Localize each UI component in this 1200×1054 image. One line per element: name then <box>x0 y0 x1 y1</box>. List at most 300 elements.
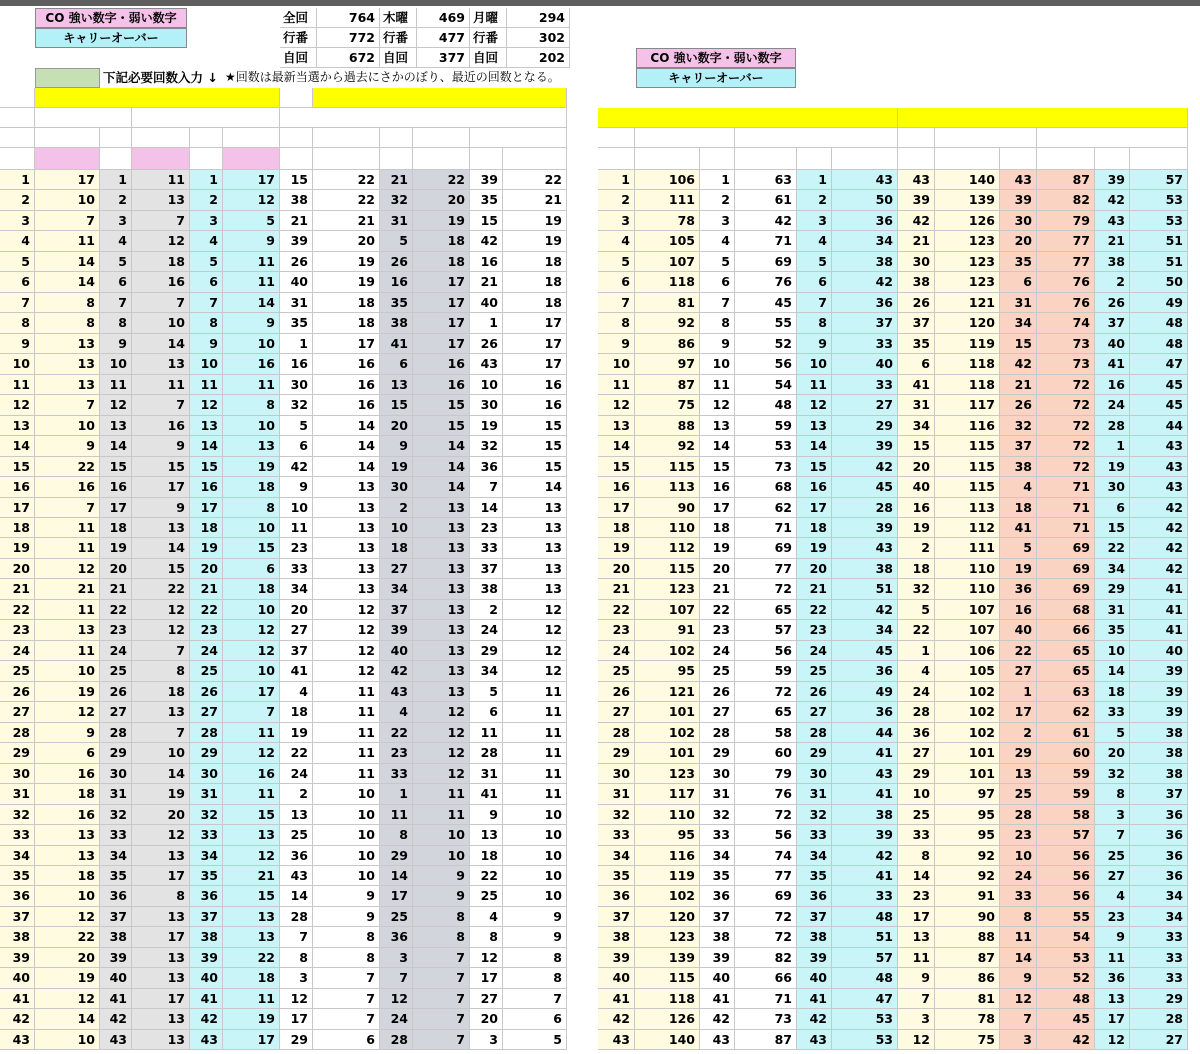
count-cell[interactable]: 10 <box>223 600 280 620</box>
count-cell[interactable]: 111 <box>635 190 700 211</box>
ball-number-cell[interactable]: 10 <box>0 354 35 375</box>
ball-number-cell[interactable]: 14 <box>280 886 313 907</box>
count-cell[interactable]: 73 <box>1037 334 1095 354</box>
count-cell[interactable]: 33 <box>832 334 898 354</box>
count-cell[interactable]: 6 <box>223 559 280 579</box>
ball-number-cell[interactable]: 3 <box>700 211 735 231</box>
ball-number-cell[interactable]: 15 <box>1000 334 1037 354</box>
ball-number-cell[interactable]: 3 <box>898 1009 935 1030</box>
ball-number-cell[interactable]: 31 <box>100 784 132 805</box>
ball-number-cell[interactable]: 25 <box>190 661 223 682</box>
ball-number-cell[interactable]: 17 <box>380 886 413 907</box>
count-cell[interactable]: 13 <box>223 927 280 948</box>
ball-number-cell[interactable]: 10 <box>700 354 735 375</box>
ball-number-cell[interactable]: 4 <box>190 231 223 252</box>
ball-number-cell[interactable]: 14 <box>598 436 635 457</box>
count-cell[interactable]: 15 <box>503 457 567 477</box>
ball-number-cell[interactable]: 10 <box>1000 846 1037 866</box>
count-cell[interactable]: 102 <box>635 886 700 907</box>
ball-number-cell[interactable]: 40 <box>598 968 635 989</box>
ball-number-cell[interactable]: 27 <box>797 702 832 723</box>
count-cell[interactable]: 17 <box>132 927 190 948</box>
ball-number-cell[interactable]: 24 <box>380 1009 413 1030</box>
ball-number-cell[interactable]: 2 <box>598 190 635 211</box>
ball-number-cell[interactable]: 28 <box>100 723 132 743</box>
count-cell[interactable]: 8 <box>35 293 100 313</box>
ball-number-cell[interactable]: 31 <box>190 784 223 805</box>
count-cell[interactable]: 11 <box>503 723 567 743</box>
count-cell[interactable]: 8 <box>313 948 380 968</box>
ball-number-cell[interactable]: 22 <box>1095 538 1130 559</box>
count-cell[interactable]: 105 <box>635 231 700 252</box>
count-cell[interactable]: 13 <box>313 498 380 518</box>
ball-number-cell[interactable]: 2 <box>190 190 223 211</box>
count-cell[interactable]: 7 <box>132 293 190 313</box>
ball-number-cell[interactable]: 5 <box>1095 723 1130 743</box>
count-cell[interactable]: 7 <box>413 1030 470 1050</box>
count-cell[interactable]: 22 <box>313 170 380 190</box>
count-cell[interactable]: 56 <box>735 825 797 846</box>
count-cell[interactable]: 92 <box>635 313 700 334</box>
ball-number-cell[interactable]: 12 <box>598 395 635 416</box>
ball-number-cell[interactable]: 15 <box>190 457 223 477</box>
ball-number-cell[interactable]: 37 <box>470 559 503 579</box>
ball-number-cell[interactable]: 7 <box>470 477 503 498</box>
ball-number-cell[interactable]: 27 <box>190 702 223 723</box>
ball-number-cell[interactable]: 17 <box>470 968 503 989</box>
ball-number-cell[interactable]: 3 <box>280 968 313 989</box>
count-cell[interactable]: 13 <box>223 825 280 846</box>
count-cell[interactable]: 69 <box>735 886 797 907</box>
ball-number-cell[interactable]: 34 <box>700 846 735 866</box>
count-cell[interactable]: 17 <box>132 989 190 1009</box>
count-cell[interactable]: 102 <box>935 702 1000 723</box>
count-cell[interactable]: 10 <box>223 334 280 354</box>
ball-number-cell[interactable]: 5 <box>598 252 635 272</box>
count-cell[interactable]: 44 <box>832 723 898 743</box>
count-cell[interactable]: 77 <box>735 866 797 886</box>
ball-number-cell[interactable]: 15 <box>470 211 503 231</box>
count-cell[interactable]: 43 <box>1130 436 1188 457</box>
count-cell[interactable]: 20 <box>413 190 470 211</box>
ball-number-cell[interactable]: 1 <box>470 313 503 334</box>
count-cell[interactable]: 14 <box>413 457 470 477</box>
ball-number-cell[interactable]: 14 <box>1000 948 1037 968</box>
count-cell[interactable]: 27 <box>832 395 898 416</box>
ball-number-cell[interactable]: 23 <box>1000 825 1037 846</box>
ball-number-cell[interactable]: 9 <box>797 334 832 354</box>
ball-number-cell[interactable]: 9 <box>1000 968 1037 989</box>
ball-number-cell[interactable]: 6 <box>470 702 503 723</box>
ball-number-cell[interactable]: 19 <box>0 538 35 559</box>
ball-number-cell[interactable]: 5 <box>380 231 413 252</box>
ball-number-cell[interactable]: 16 <box>797 477 832 498</box>
count-cell[interactable]: 13 <box>503 538 567 559</box>
ball-number-cell[interactable]: 42 <box>380 661 413 682</box>
ball-number-cell[interactable]: 3 <box>190 211 223 231</box>
count-cell[interactable]: 119 <box>935 334 1000 354</box>
count-cell[interactable]: 45 <box>832 477 898 498</box>
count-cell[interactable]: 95 <box>635 825 700 846</box>
ball-number-cell[interactable]: 35 <box>0 866 35 886</box>
count-cell[interactable]: 47 <box>1130 354 1188 375</box>
count-cell[interactable]: 11 <box>35 600 100 620</box>
count-cell[interactable]: 42 <box>832 600 898 620</box>
ball-number-cell[interactable]: 11 <box>380 805 413 825</box>
ball-number-cell[interactable]: 9 <box>190 334 223 354</box>
ball-number-cell[interactable]: 2 <box>797 190 832 211</box>
count-cell[interactable]: 39 <box>1130 682 1188 702</box>
count-cell[interactable]: 16 <box>313 354 380 375</box>
ball-number-cell[interactable]: 43 <box>797 1030 832 1050</box>
count-cell[interactable]: 79 <box>735 764 797 784</box>
ball-number-cell[interactable]: 39 <box>280 231 313 252</box>
ball-number-cell[interactable]: 31 <box>0 784 35 805</box>
count-cell[interactable]: 13 <box>223 907 280 927</box>
count-cell[interactable]: 10 <box>503 846 567 866</box>
ball-number-cell[interactable]: 30 <box>190 764 223 784</box>
count-cell[interactable]: 10 <box>223 416 280 436</box>
count-cell[interactable]: 48 <box>735 395 797 416</box>
ball-number-cell[interactable]: 7 <box>1000 1009 1037 1030</box>
count-cell[interactable]: 62 <box>735 498 797 518</box>
ball-number-cell[interactable]: 7 <box>797 293 832 313</box>
ball-number-cell[interactable]: 26 <box>280 252 313 272</box>
count-cell[interactable]: 123 <box>635 764 700 784</box>
ball-number-cell[interactable]: 26 <box>1000 395 1037 416</box>
ball-number-cell[interactable]: 22 <box>470 866 503 886</box>
count-cell[interactable]: 16 <box>503 375 567 395</box>
count-cell[interactable]: 110 <box>635 518 700 538</box>
count-cell[interactable]: 15 <box>413 416 470 436</box>
count-cell[interactable]: 13 <box>35 354 100 375</box>
count-cell[interactable]: 20 <box>35 948 100 968</box>
count-cell[interactable]: 7 <box>132 211 190 231</box>
ball-number-cell[interactable]: 37 <box>797 907 832 927</box>
count-cell[interactable]: 14 <box>313 416 380 436</box>
ball-number-cell[interactable]: 36 <box>470 457 503 477</box>
ball-number-cell[interactable]: 35 <box>1095 620 1130 641</box>
count-cell[interactable]: 19 <box>35 968 100 989</box>
ball-number-cell[interactable]: 39 <box>797 948 832 968</box>
ball-number-cell[interactable]: 30 <box>0 764 35 784</box>
count-cell[interactable]: 12 <box>503 600 567 620</box>
count-cell[interactable]: 92 <box>635 436 700 457</box>
ball-number-cell[interactable]: 38 <box>380 313 413 334</box>
count-cell[interactable]: 65 <box>1037 661 1095 682</box>
count-cell[interactable]: 16 <box>223 354 280 375</box>
ball-number-cell[interactable]: 32 <box>470 436 503 457</box>
count-cell[interactable]: 71 <box>1037 477 1095 498</box>
ball-number-cell[interactable]: 16 <box>280 354 313 375</box>
count-cell[interactable]: 18 <box>132 252 190 272</box>
count-cell[interactable]: 71 <box>735 518 797 538</box>
count-cell[interactable]: 7 <box>313 1009 380 1030</box>
ball-number-cell[interactable]: 17 <box>1095 1009 1130 1030</box>
count-cell[interactable]: 13 <box>503 559 567 579</box>
count-cell[interactable]: 39 <box>1130 702 1188 723</box>
ball-number-cell[interactable]: 6 <box>898 354 935 375</box>
ball-number-cell[interactable]: 9 <box>380 436 413 457</box>
ball-number-cell[interactable]: 19 <box>1095 457 1130 477</box>
ball-number-cell[interactable]: 27 <box>0 702 35 723</box>
count-cell[interactable]: 17 <box>413 293 470 313</box>
count-cell[interactable]: 41 <box>832 866 898 886</box>
count-cell[interactable]: 33 <box>832 886 898 907</box>
count-cell[interactable]: 10 <box>413 825 470 846</box>
count-cell[interactable]: 18 <box>313 293 380 313</box>
ball-number-cell[interactable]: 23 <box>700 620 735 641</box>
count-cell[interactable]: 16 <box>413 375 470 395</box>
count-cell[interactable]: 12 <box>132 620 190 641</box>
ball-number-cell[interactable]: 32 <box>280 395 313 416</box>
count-cell[interactable]: 39 <box>832 518 898 538</box>
count-cell[interactable]: 36 <box>832 293 898 313</box>
count-cell[interactable]: 73 <box>1037 354 1095 375</box>
count-cell[interactable]: 10 <box>313 825 380 846</box>
ball-number-cell[interactable]: 31 <box>700 784 735 805</box>
ball-number-cell[interactable]: 33 <box>470 538 503 559</box>
ball-number-cell[interactable]: 25 <box>898 805 935 825</box>
count-cell[interactable]: 13 <box>35 825 100 846</box>
count-cell[interactable]: 8 <box>223 498 280 518</box>
count-cell[interactable]: 13 <box>132 518 190 538</box>
ball-number-cell[interactable]: 30 <box>1000 211 1037 231</box>
ball-number-cell[interactable]: 13 <box>797 416 832 436</box>
ball-number-cell[interactable]: 20 <box>1095 743 1130 764</box>
count-cell[interactable]: 77 <box>1037 252 1095 272</box>
count-cell[interactable]: 121 <box>635 682 700 702</box>
count-cell[interactable]: 69 <box>1037 559 1095 579</box>
ball-number-cell[interactable]: 26 <box>898 293 935 313</box>
ball-number-cell[interactable]: 6 <box>797 272 832 293</box>
ball-number-cell[interactable]: 25 <box>1095 846 1130 866</box>
ball-number-cell[interactable]: 23 <box>598 620 635 641</box>
count-cell[interactable]: 10 <box>413 846 470 866</box>
ball-number-cell[interactable]: 16 <box>598 477 635 498</box>
count-cell[interactable]: 72 <box>1037 416 1095 436</box>
count-cell[interactable]: 72 <box>735 682 797 702</box>
count-cell[interactable]: 139 <box>935 190 1000 211</box>
count-cell[interactable]: 44 <box>1130 416 1188 436</box>
count-cell[interactable]: 41 <box>1130 600 1188 620</box>
count-cell[interactable]: 13 <box>313 559 380 579</box>
ball-number-cell[interactable]: 25 <box>1000 784 1037 805</box>
count-cell[interactable]: 97 <box>935 784 1000 805</box>
ball-number-cell[interactable]: 14 <box>1095 661 1130 682</box>
count-cell[interactable]: 72 <box>735 805 797 825</box>
ball-number-cell[interactable]: 5 <box>470 682 503 702</box>
count-cell[interactable]: 42 <box>1130 538 1188 559</box>
count-cell[interactable]: 69 <box>735 252 797 272</box>
ball-number-cell[interactable]: 41 <box>470 784 503 805</box>
ball-number-cell[interactable]: 27 <box>700 702 735 723</box>
ball-number-cell[interactable]: 18 <box>0 518 35 538</box>
count-cell[interactable]: 10 <box>503 825 567 846</box>
count-cell[interactable]: 12 <box>413 702 470 723</box>
count-cell[interactable]: 42 <box>1130 518 1188 538</box>
count-cell[interactable]: 16 <box>132 272 190 293</box>
ball-number-cell[interactable]: 14 <box>0 436 35 457</box>
count-cell[interactable]: 77 <box>735 559 797 579</box>
mon-total-input[interactable] <box>223 148 280 170</box>
count-cell[interactable]: 38 <box>832 805 898 825</box>
count-cell[interactable]: 97 <box>635 354 700 375</box>
count-cell[interactable]: 65 <box>735 702 797 723</box>
count-cell[interactable]: 107 <box>935 620 1000 641</box>
ball-number-cell[interactable]: 17 <box>0 498 35 518</box>
count-cell[interactable]: 34 <box>1130 886 1188 907</box>
count-cell[interactable]: 13 <box>413 661 470 682</box>
ball-number-cell[interactable]: 11 <box>0 375 35 395</box>
count-cell[interactable]: 43 <box>832 764 898 784</box>
count-cell[interactable]: 45 <box>1130 375 1188 395</box>
ball-number-cell[interactable]: 20 <box>1000 231 1037 252</box>
count-cell[interactable]: 76 <box>1037 272 1095 293</box>
count-cell[interactable]: 101 <box>635 702 700 723</box>
ball-number-cell[interactable]: 8 <box>598 313 635 334</box>
count-cell[interactable]: 12 <box>132 825 190 846</box>
count-cell[interactable]: 40 <box>1130 641 1188 661</box>
ball-number-cell[interactable]: 16 <box>100 477 132 498</box>
count-cell[interactable]: 17 <box>503 313 567 334</box>
ball-number-cell[interactable]: 21 <box>598 579 635 600</box>
count-cell[interactable]: 28 <box>832 498 898 518</box>
ball-number-cell[interactable]: 39 <box>380 620 413 641</box>
count-cell[interactable]: 102 <box>635 723 700 743</box>
count-cell[interactable]: 11 <box>413 805 470 825</box>
ball-number-cell[interactable]: 32 <box>898 579 935 600</box>
count-cell[interactable]: 13 <box>413 641 470 661</box>
ball-number-cell[interactable]: 15 <box>280 170 313 190</box>
count-cell[interactable]: 118 <box>635 989 700 1009</box>
count-cell[interactable]: 41 <box>1130 620 1188 641</box>
ball-number-cell[interactable]: 21 <box>280 211 313 231</box>
ball-number-cell[interactable]: 37 <box>190 907 223 927</box>
count-cell[interactable]: 17 <box>413 272 470 293</box>
count-cell[interactable]: 14 <box>35 252 100 272</box>
ball-number-cell[interactable]: 13 <box>470 825 503 846</box>
count-cell[interactable]: 92 <box>935 846 1000 866</box>
count-cell[interactable]: 10 <box>503 805 567 825</box>
ball-number-cell[interactable]: 42 <box>100 1009 132 1030</box>
ball-number-cell[interactable]: 5 <box>898 600 935 620</box>
count-cell[interactable]: 5 <box>223 211 280 231</box>
ball-number-cell[interactable]: 27 <box>380 559 413 579</box>
ball-number-cell[interactable]: 8 <box>470 927 503 948</box>
ball-number-cell[interactable]: 30 <box>898 252 935 272</box>
ball-number-cell[interactable]: 31 <box>1000 293 1037 313</box>
count-cell[interactable]: 19 <box>413 211 470 231</box>
count-cell[interactable]: 45 <box>735 293 797 313</box>
ball-number-cell[interactable]: 2 <box>898 538 935 559</box>
count-cell[interactable]: 71 <box>735 231 797 252</box>
count-cell[interactable]: 56 <box>1037 866 1095 886</box>
count-cell[interactable]: 69 <box>1037 579 1095 600</box>
count-cell[interactable]: 10 <box>35 1030 100 1050</box>
count-cell[interactable]: 16 <box>35 477 100 498</box>
ball-number-cell[interactable]: 35 <box>700 866 735 886</box>
ball-number-cell[interactable]: 28 <box>1095 416 1130 436</box>
count-cell[interactable]: 17 <box>503 334 567 354</box>
ball-number-cell[interactable]: 33 <box>190 825 223 846</box>
ball-number-cell[interactable]: 10 <box>100 354 132 375</box>
ball-number-cell[interactable]: 8 <box>0 313 35 334</box>
count-cell[interactable]: 52 <box>1037 968 1095 989</box>
ball-number-cell[interactable]: 35 <box>190 866 223 886</box>
ball-number-cell[interactable]: 7 <box>898 989 935 1009</box>
ball-number-cell[interactable]: 2 <box>380 498 413 518</box>
ball-number-cell[interactable]: 5 <box>190 252 223 272</box>
count-cell[interactable]: 101 <box>935 764 1000 784</box>
count-cell[interactable]: 22 <box>313 190 380 211</box>
ball-number-cell[interactable]: 13 <box>1000 764 1037 784</box>
count-cell[interactable]: 11 <box>413 784 470 805</box>
ball-number-cell[interactable]: 25 <box>797 661 832 682</box>
count-cell[interactable]: 13 <box>503 498 567 518</box>
count-cell[interactable]: 22 <box>223 948 280 968</box>
ball-number-cell[interactable]: 11 <box>898 948 935 968</box>
ball-number-cell[interactable]: 17 <box>700 498 735 518</box>
ball-number-cell[interactable]: 30 <box>280 375 313 395</box>
required-count-input-cell[interactable] <box>35 68 100 88</box>
ball-number-cell[interactable]: 9 <box>0 334 35 354</box>
count-cell[interactable]: 10 <box>313 784 380 805</box>
count-cell[interactable]: 38 <box>1130 723 1188 743</box>
ball-number-cell[interactable]: 20 <box>0 559 35 579</box>
ball-number-cell[interactable]: 8 <box>380 825 413 846</box>
ball-number-cell[interactable]: 2 <box>470 600 503 620</box>
count-cell[interactable]: 18 <box>503 293 567 313</box>
count-cell[interactable]: 42 <box>832 457 898 477</box>
ball-number-cell[interactable]: 11 <box>598 375 635 395</box>
ball-number-cell[interactable]: 40 <box>280 272 313 293</box>
ball-number-cell[interactable]: 28 <box>898 702 935 723</box>
count-cell[interactable]: 72 <box>1037 457 1095 477</box>
ball-number-cell[interactable]: 38 <box>797 927 832 948</box>
ball-number-cell[interactable]: 12 <box>0 395 35 416</box>
ball-number-cell[interactable]: 15 <box>100 457 132 477</box>
count-cell[interactable]: 13 <box>132 190 190 211</box>
count-cell[interactable]: 14 <box>503 477 567 498</box>
ball-number-cell[interactable]: 9 <box>700 334 735 354</box>
count-cell[interactable]: 14 <box>132 764 190 784</box>
count-cell[interactable]: 65 <box>1037 641 1095 661</box>
count-cell[interactable]: 8 <box>223 395 280 416</box>
ball-number-cell[interactable]: 10 <box>380 518 413 538</box>
ball-number-cell[interactable]: 6 <box>100 272 132 293</box>
ball-number-cell[interactable]: 39 <box>1095 170 1130 190</box>
count-cell[interactable]: 11 <box>132 375 190 395</box>
ball-number-cell[interactable]: 25 <box>700 661 735 682</box>
ball-number-cell[interactable]: 5 <box>100 252 132 272</box>
ball-number-cell[interactable]: 43 <box>280 866 313 886</box>
count-cell[interactable]: 18 <box>35 784 100 805</box>
ball-number-cell[interactable]: 20 <box>380 416 413 436</box>
ball-number-cell[interactable]: 17 <box>1000 702 1037 723</box>
ball-number-cell[interactable]: 29 <box>898 764 935 784</box>
count-cell[interactable]: 58 <box>735 723 797 743</box>
count-cell[interactable]: 19 <box>313 252 380 272</box>
count-cell[interactable]: 33 <box>1130 948 1188 968</box>
ball-number-cell[interactable]: 42 <box>470 231 503 252</box>
count-cell[interactable]: 11 <box>313 702 380 723</box>
count-cell[interactable]: 88 <box>935 927 1000 948</box>
count-cell[interactable]: 86 <box>635 334 700 354</box>
count-cell[interactable]: 18 <box>503 272 567 293</box>
count-cell[interactable]: 45 <box>1130 395 1188 416</box>
count-cell[interactable]: 57 <box>832 948 898 968</box>
